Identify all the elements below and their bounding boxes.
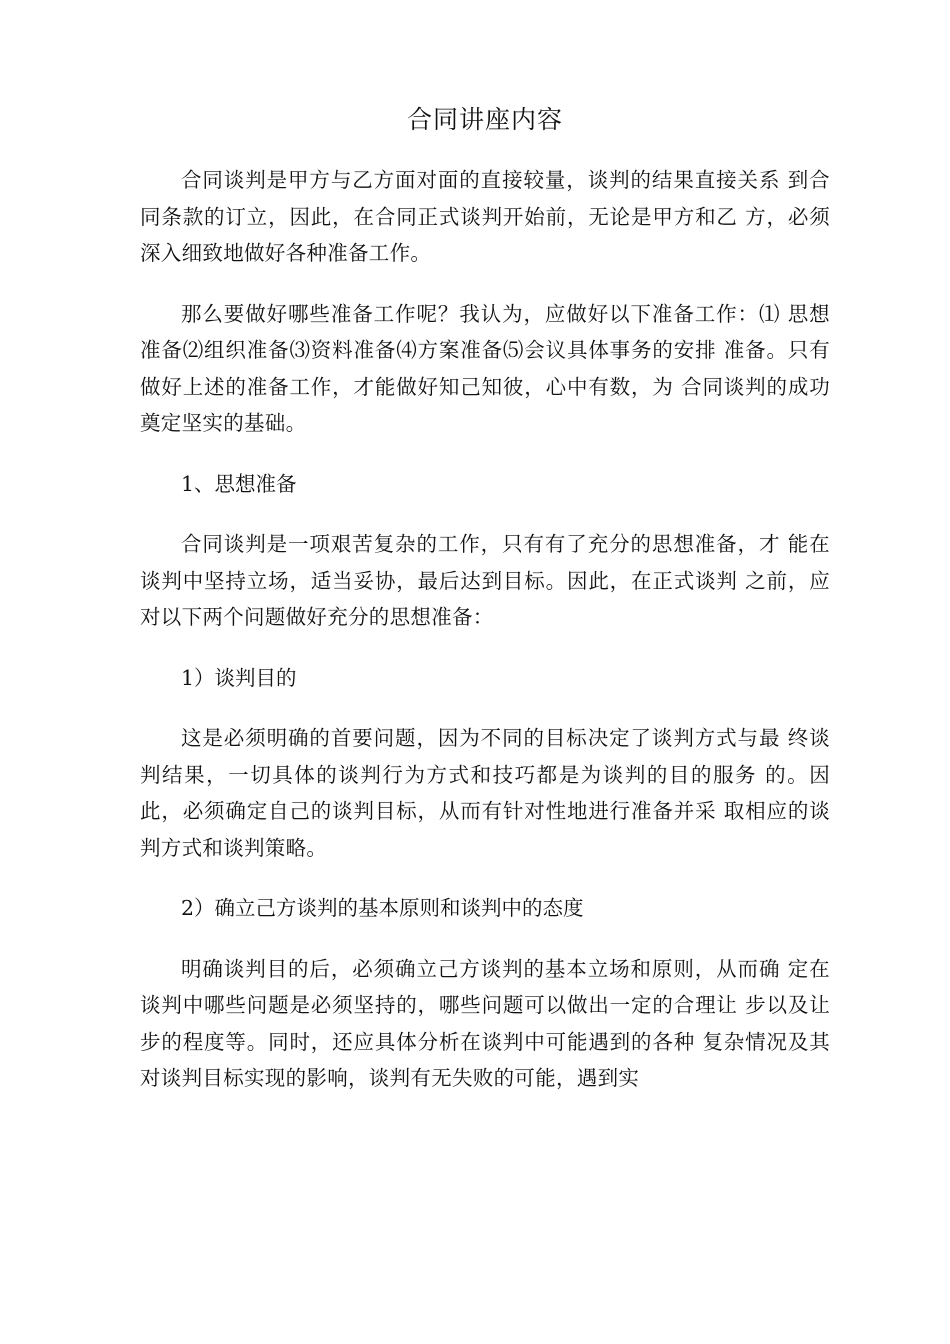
document-title: 合同讲座内容 [406,105,563,134]
section-heading-mental-preparation: 1、思想准备 [181,471,297,496]
paragraph-negotiation-purpose: 这是必须明确的首要问题，因为不同的目标决定了谈判方式与最 终谈判结果，一切具体的谈判行为方式和技巧都是为谈判的目的服务 的。因此，必须确定自己的谈判目标，从而有针对性地进行准备并采 取相应的谈判方式和谈判策略。 [140,726,830,860]
paragraph-preparation-list: 那么要做好哪些准备工作呢？我认为，应做好以下准备工作：⑴ 思想准备⑵组织准备⑶资料准备⑷方案准备⑸会议具体事务的安排 准备。只有做好上述的准备工作，才能做好知己知彼，心中有数，为 合同谈判的成功奠定坚实的基础。 [140,301,830,435]
subheading-principles-attitude: 2）确立己方谈判的基本原则和谈判中的态度 [181,896,584,920]
subheading-negotiation-purpose: 1）谈判目的 [181,665,297,690]
paragraph-mental-preparation: 合同谈判是一项艰苦复杂的工作，只有有了充分的思想准备，才 能在谈判中坚持立场，适当妥协，最后达到目标。因此，在正式谈判 之前，应对以下两个问题做好充分的思想准备： [140,532,830,629]
document-page [140,100,830,1121]
paragraph-intro: 合同谈判是甲方与乙方面对面的直接较量，谈判的结果直接关系 到合同条款的订立，因此，在合同正式谈判开始前，无论是甲方和乙 方，必须深入细致地做好各种准备工作。 [140,168,830,265]
paragraph-principles-attitude: 明确谈判目的后，必须确立己方谈判的基本立场和原则，从而确 定在谈判中哪些问题是必须坚持的，哪些问题可以做出一定的合理让 步以及让步的程度等。同时，还应具体分析在谈判中可能遇到的各种 复杂情况及其对谈判目标实现的影响，谈判有无失败的可能，遇到实 [140,956,830,1090]
